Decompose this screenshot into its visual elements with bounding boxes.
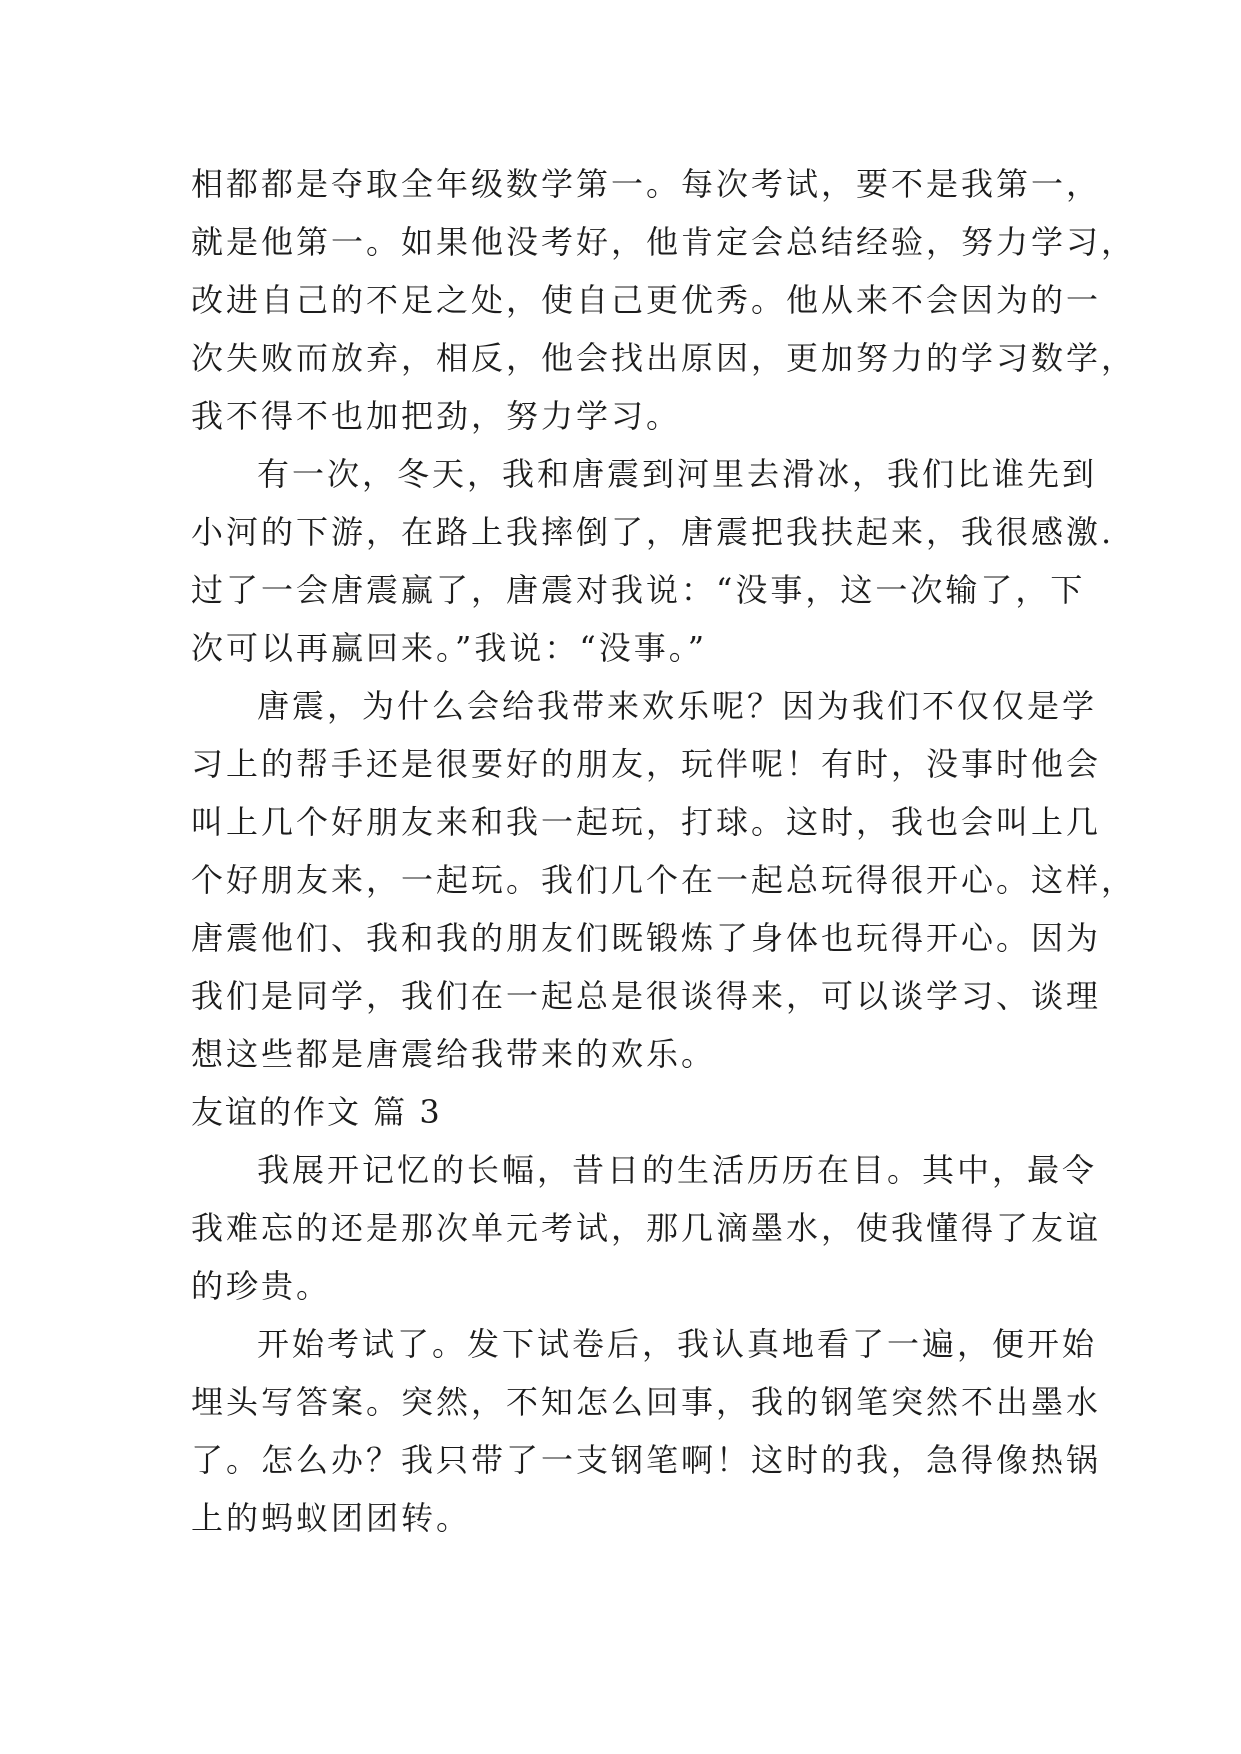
text-line: 我展开记忆的长幅，昔日的生活历历在目。其中，最令 (257, 1151, 1098, 1189)
text-line: 想这些都是唐震给我带来的欢乐。 (191, 1035, 717, 1073)
text-line: 次可以再赢回来。”我说：“没事。” (191, 629, 708, 667)
document-page (191, 155, 1137, 1547)
text-line: 个好朋友来，一起玩。我们几个在一起总玩得很开心。这样， (191, 861, 1137, 899)
text-line: 有一次，冬天，我和唐震到河里去滑冰，我们比谁先到 (257, 455, 1098, 493)
text-line: 过了一会唐震赢了，唐震对我说：“没事，这一次输了，下 (191, 571, 1086, 609)
text-line: 开始考试了。发下试卷后，我认真地看了一遍，便开始 (257, 1325, 1098, 1363)
text-line: 埋头写答案。突然，不知怎么回事，我的钢笔突然不出墨水 (191, 1383, 1102, 1421)
text-line: 相都都是夺取全年级数学第一。每次考试，要不是我第一， (191, 165, 1102, 203)
text-line: 我不得不也加把劲，努力学习。 (191, 397, 682, 435)
text-line: 小河的下游，在路上我摔倒了，唐震把我扶起来，我很感激. (191, 513, 1115, 551)
text-line: 我们是同学，我们在一起总是很谈得来，可以谈学习、谈理 (191, 977, 1102, 1015)
text-line: 改进自己的不足之处，使自己更优秀。他从来不会因为的一 (191, 281, 1102, 319)
text-line: 就是他第一。如果他没考好，他肯定会总结经验，努力学习， (191, 223, 1137, 261)
text-line: 我难忘的还是那次单元考试，那几滴墨水，使我懂得了友谊 (191, 1209, 1102, 1247)
text-line: 唐震他们、我和我的朋友们既锻炼了身体也玩得开心。因为 (191, 919, 1102, 957)
text-line: 了。怎么办？我只带了一支钢笔啊！这时的我，急得像热锅 (191, 1441, 1102, 1479)
text-line: 的珍贵。 (191, 1267, 332, 1305)
text-line: 上的蚂蚁团团转。 (191, 1499, 472, 1537)
text-line: 唐震，为什么会给我带来欢乐呢？因为我们不仅仅是学 (257, 687, 1098, 725)
text-line: 习上的帮手还是很要好的朋友，玩伴呢！有时，没事时他会 (191, 745, 1102, 783)
text-line: 次失败而放弃，相反，他会找出原因，更加努力的学习数学， (191, 339, 1137, 377)
section-heading: 友谊的作文 篇 3 (191, 1093, 442, 1131)
text-line: 叫上几个好朋友来和我一起玩，打球。这时，我也会叫上几 (191, 803, 1102, 841)
